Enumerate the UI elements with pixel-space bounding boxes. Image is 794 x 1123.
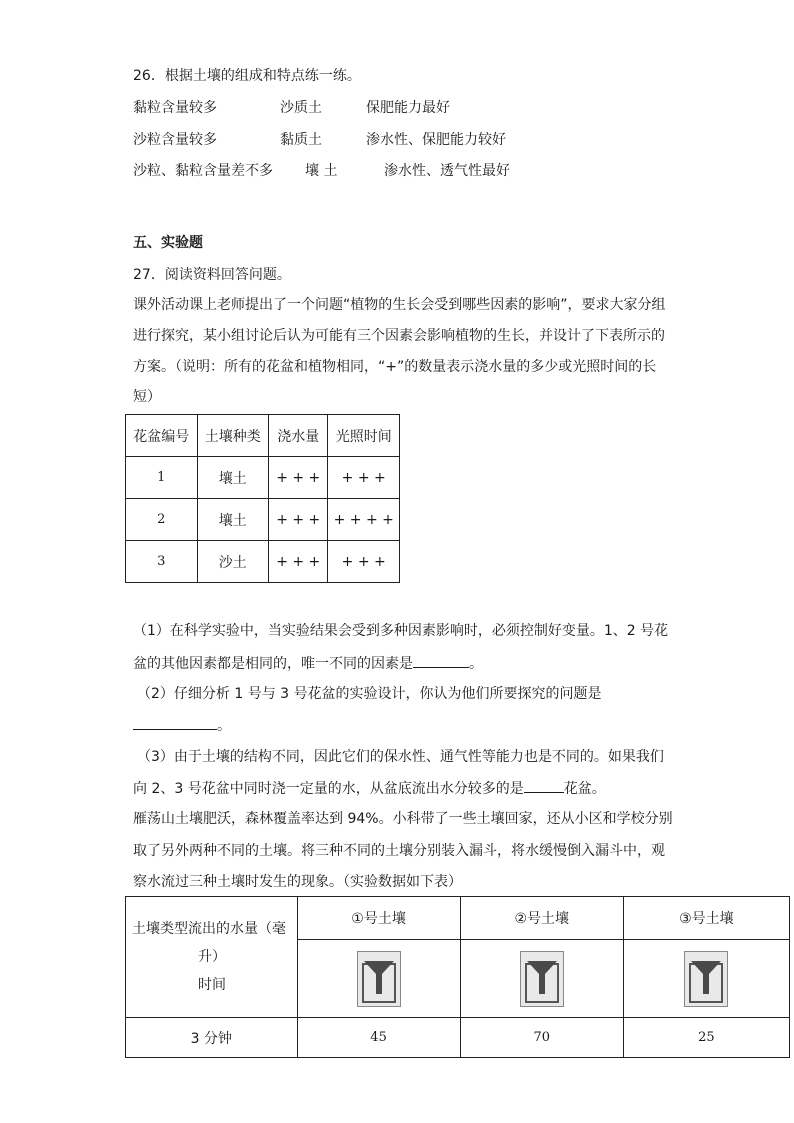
q26-title: 26．根据土壤的组成和特点练一练。	[133, 68, 361, 84]
corner-line: 时间	[198, 977, 226, 993]
table1-cell: 1	[126, 457, 198, 499]
table1-header: 光照时间	[328, 415, 400, 457]
sub3-end: 花盆。	[563, 781, 606, 797]
table1-header: 浇水量	[269, 415, 328, 457]
table2-icon-cell	[623, 940, 789, 1018]
q27-para2-line1: 雁荡山土壤肥沃，森林覆盖率达到 94%。小科带了一些土壤回家，还从小区和学校分别	[133, 811, 673, 827]
q26-row1-right: 保肥能力最好	[366, 100, 450, 116]
sub2-end: 。	[217, 718, 231, 734]
q26-row2-mid: 黏质土	[280, 132, 322, 148]
answer-blank[interactable]	[524, 778, 564, 793]
table2-corner-cell	[126, 897, 298, 1018]
table2-value: 25	[623, 1018, 789, 1058]
sub2-line2	[133, 715, 231, 736]
q26-row3-right: 渗水性、透气性最好	[384, 163, 510, 179]
table1-cell: + + + +	[328, 499, 400, 541]
table1-cell: + + +	[328, 457, 400, 499]
q26-row3-left: 沙粒、黏粒含量差不多	[133, 163, 273, 179]
sub1-line1: （1）在科学实验中，当实验结果会受到多种因素影响时，必须控制好变量。1、2 号花	[133, 623, 669, 639]
answer-blank[interactable]	[413, 653, 469, 668]
q26-row1-left: 黏粒含量较多	[133, 100, 217, 116]
table2-header: ③号土壤	[623, 897, 789, 940]
funnel-beaker-icon	[684, 951, 728, 1007]
sub1-text: 盆的其他因素都是相同的，唯一不同的因素是	[133, 656, 413, 672]
q27-title: 27．阅读资料回答问题。	[133, 267, 291, 283]
table2-header: ①号土壤	[297, 897, 460, 940]
q26-row3-mid: 壤 土	[305, 163, 338, 179]
funnel-beaker-icon	[357, 951, 401, 1007]
table1-header: 花盆编号	[126, 415, 198, 457]
q27-para2-line2: 取了另外两种不同的土壤。将三种不同的土壤分别装入漏斗，将水缓慢倒入漏斗中，观	[133, 843, 665, 859]
corner-line: 升）	[198, 949, 226, 965]
table1-cell: + + +	[269, 457, 328, 499]
sub3-line2	[133, 778, 606, 799]
sub3-text: 向 2、3 号花盆中同时浇一定量的水，从盆底流出水分较多的是	[133, 781, 524, 797]
table2-value: 45	[297, 1018, 460, 1058]
sub2-line1: （2）仔细分析 1 号与 3 号花盆的实验设计，你认为他们所要探究的问题是	[137, 686, 602, 702]
table2-icon-cell	[297, 940, 460, 1018]
table1-cell: 沙土	[197, 541, 269, 583]
q26-row2-left: 沙粒含量较多	[133, 132, 217, 148]
sub1-line2	[133, 653, 483, 674]
funnel-beaker-icon	[520, 951, 564, 1007]
table1-cell: + + +	[269, 499, 328, 541]
table2-header: ②号土壤	[460, 897, 623, 940]
table1-header: 土壤种类	[197, 415, 269, 457]
table1-cell: + + +	[328, 541, 400, 583]
q27-para2-line3: 察水流过三种土壤时发生的现象。（实验数据如下表）	[133, 874, 462, 890]
table2-row-label: 3 分钟	[126, 1018, 298, 1058]
table2-value: 70	[460, 1018, 623, 1058]
q27-para-line3: 方案。（说明：所有的花盆和植物相同，“+”的数量表示浇水量的多少或光照时间的长	[133, 359, 657, 375]
table2-icon-cell	[460, 940, 623, 1018]
table1-cell: 壤土	[197, 499, 269, 541]
q26-row2-right: 渗水性、保肥能力较好	[366, 132, 506, 148]
table1-cell: 2	[126, 499, 198, 541]
answer-blank[interactable]	[133, 715, 217, 730]
sub1-end: 。	[469, 656, 483, 672]
q26-row1-mid: 沙质土	[280, 100, 322, 116]
q27-para-line2: 进行探究，某小组讨论后认为可能有三个因素会影响植物的生长，并设计了下表所示的	[133, 328, 665, 344]
sub3-line1: （3）由于土壤的结构不同，因此它们的保水性、通气性等能力也是不同的。如果我们	[137, 749, 664, 765]
table1-cell: 壤土	[197, 457, 269, 499]
section-heading: 五、实验题	[133, 235, 203, 251]
corner-line: 土壤类型流出的水量（毫	[132, 921, 286, 937]
soil-water-table	[125, 896, 790, 1058]
q27-para-line4: 短）	[133, 389, 161, 405]
plant-experiment-table	[125, 414, 400, 583]
table1-cell: 3	[126, 541, 198, 583]
table1-cell: + + +	[269, 541, 328, 583]
q27-para-line1: 课外活动课上老师提出了一个问题“植物的生长会受到哪些因素的影响”，要求大家分组	[133, 297, 666, 313]
